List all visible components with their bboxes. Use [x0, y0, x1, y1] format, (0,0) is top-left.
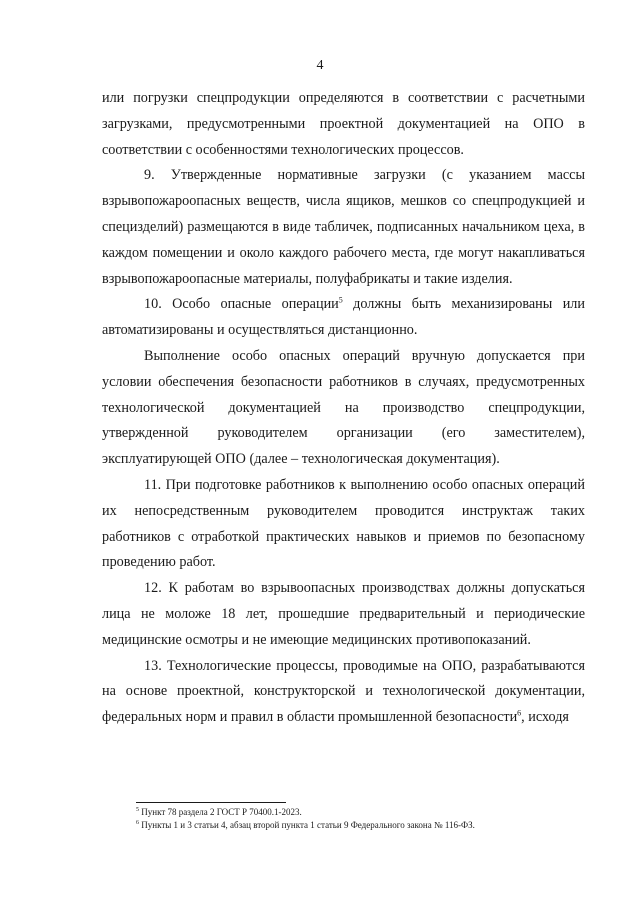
paragraph-item-11: 11. При подготовке работников к выполнению особо опасных операций их непосредственным руководителем проводится инструктаж таких работников с отработкой практических навыков и приемов по безопасному проведению работ. [102, 476, 585, 571]
document-body [102, 86, 585, 731]
paragraph-item-13-text-after: , исходя [521, 709, 569, 726]
paragraph-item-13-text: 13. Технологические процессы, проводимые на ОПО, разрабатываются на основе проектной, конструкторской и технологической документации, федеральных норм и правил в области промышленной безопасности [102, 657, 585, 726]
footnotes [136, 802, 596, 831]
paragraph-manual-operations: Выполнение особо опасных операций вручную допускается при условии обеспечения безопасности работников в случаях, предусмотренных технологической документацией на производство спецпродукции, утвержденной руководителем организации (его заместителем), эксплуатирующей ОПО (далее – технологическая документация). [102, 347, 585, 468]
paragraph-item-12: 12. К работам во взрывоопасных производствах должны допускаться лица не моложе 18 лет, прошедшие предварительный и периодические медицинские осмотры и не имеющие медицинских противопоказаний. [102, 580, 585, 648]
paragraph-continuation: или погрузки спецпродукции определяются в соответствии с расчетными загрузками, предусмотренными проектной документацией на ОПО в соответствии с особенностями технологических процессов. [102, 90, 585, 158]
footnote-5-text: Пункт 78 раздела 2 ГОСТ Р 70400.1-2023. [139, 807, 302, 817]
paragraph-item-9: 9. Утвержденные нормативные загрузки (с указанием массы взрывопожароопасных веществ, числа ящиков, мешков со спецпродукцией и специзделий) размещаются в виде табличек, подписанных начальником цеха, в каждом помещении и около каждого рабочего места, где могут накапливаться взрывопожароопасные материалы, полуфабрикаты и такие изделия. [102, 167, 585, 287]
paragraph-item-10-text-after: должны быть механизированы или автоматизированы и осуществляться дистанционно. [102, 296, 585, 339]
footnote-6 [136, 819, 596, 832]
footnote-5 [136, 806, 596, 819]
footnote-ref-5: 5 [338, 295, 343, 305]
footnote-ref-6: 6 [517, 708, 522, 718]
paragraph-item-10 [102, 292, 585, 344]
page-number: 4 [316, 58, 324, 73]
paragraph-item-13 [102, 654, 585, 731]
footnote-6-text: Пункты 1 и 3 статьи 4, абзац второй пункта 1 статьи 9 Федерального закона № 116-ФЗ. [139, 819, 475, 830]
footnote-mark-6: 6 [136, 819, 139, 826]
paragraph-item-10-text: 10. Особо опасные операции [144, 296, 339, 313]
footnote-mark-5: 5 [136, 807, 139, 813]
footnote-separator [136, 802, 286, 803]
